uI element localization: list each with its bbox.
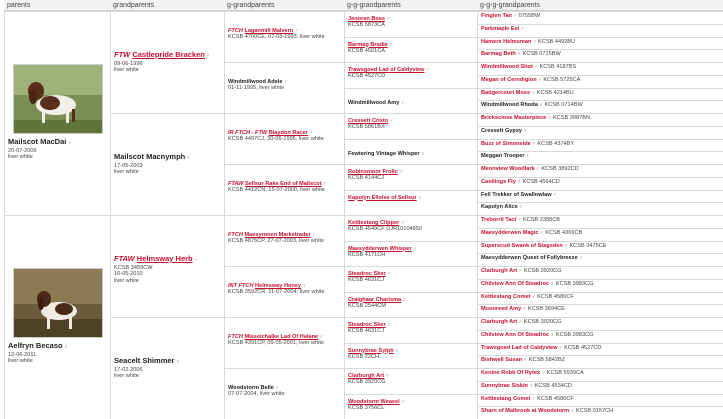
g5-name-link[interactable]: Parkmaple Eel [481,25,520,32]
gggp-cell [344,88,477,114]
ggp-title: INT FTCH [228,283,256,289]
g5-name-link[interactable]: Bricksclose Masterpiece [481,115,547,121]
parent-date: 12-06-2011 [8,352,37,358]
grandparent-date: 17-05-2003 [114,163,143,169]
ggp-cell [224,215,344,266]
ggp-name-link[interactable]: Woodstorm Belle [228,385,274,391]
gggp-name-line [348,151,474,157]
female-symbol-icon: ♀ [301,283,307,289]
male-symbol-icon: ♂ [399,220,405,226]
male-symbol-icon: ♂ [557,344,563,351]
male-symbol-icon: ♂ [562,242,568,249]
female-symbol-icon: ♀ [577,255,583,262]
parent-cell [4,11,110,215]
g5-registration: KCSB 3983CG [554,331,594,338]
g5-name-link[interactable]: Clarburgh Art [481,268,518,274]
ggp-name-link[interactable]: Maesyronen Marketrader [244,232,311,238]
ggp-cell [224,368,344,419]
gggp-registration: KCSB 4631CJ [348,328,385,335]
gggp-registration: KCSB 4501CA [348,47,386,54]
g5-name-link[interactable]: Cressett Gypsy [481,127,523,134]
gggp-registration: KCSB 22CH [348,353,380,360]
parent-name-link[interactable]: Aelfryn Becaso [8,341,63,350]
gggp-name-link[interactable]: Fewtering Vintage Whisper [348,150,420,157]
g5-registration: KCSB 4580CF [535,395,574,402]
g5-cell [477,279,723,292]
grandparent-reg: KCSB 3459CW [114,265,153,271]
g5-name-link[interactable]: Windmillwood Rhoda [481,102,538,109]
g5-registration: 0755BW [517,13,541,19]
grandparent-name-link[interactable]: Castlepride Bracken [132,50,205,59]
gggp-cell [344,394,477,419]
dog-photo-image [14,65,103,134]
gggp-name-link[interactable]: Craighaar Charisma [348,296,402,303]
g5-registration: KCSB 5842BZ [527,357,566,364]
header-parents: parents [4,0,110,11]
gggp-registration: KCSB 4144CJ [348,175,385,182]
g5-registration: KCSB 0714BW [542,102,583,109]
male-symbol-icon: ♂ [516,217,522,223]
ggp-name-link[interactable]: Blaydon Racer [268,130,308,136]
g5-cell [477,406,723,419]
g5-name-link[interactable]: Hamers Helmsman [481,38,532,45]
g5-cell [477,266,723,279]
g5-registration: KCSB 3475CE [567,242,607,249]
ggp-cell [224,164,344,215]
female-symbol-icon: ♀ [521,306,527,313]
female-symbol-icon: ♀ [517,204,523,211]
female-symbol-icon: ♀ [537,102,543,109]
g5-cell [477,11,723,24]
ggp-info: 01-11-1995, liver white [228,85,285,92]
ggp-name-link[interactable]: Misselchalke Lad Of Halane [244,334,319,340]
g5-registration: KCSB 5939CA [545,370,584,376]
gggp-cell [344,11,477,37]
ggp-info: KCSB 4412CN, 15-07-2000, liver white [228,187,326,194]
gggp-cell [344,113,477,139]
ggp-name-link[interactable]: Laganmill Malvern [244,28,294,34]
g5-name-link[interactable]: Meonview Woodlark [481,166,535,172]
male-symbol-icon: ♂ [424,67,430,73]
male-symbol-icon: ♂ [540,370,546,376]
g5-registration: KCSB 4564CD [520,178,560,185]
g5-cell [477,88,723,101]
ggp-title: IR FTCH - FTW [228,130,269,136]
gggp-cell [344,215,477,241]
male-symbol-icon: ♂ [293,28,299,34]
g5-cell [477,292,723,305]
gggp-registration: KCSB 3756CL [348,404,385,411]
g5-name-link[interactable]: Treborril Tact [481,217,517,223]
g5-name-link[interactable]: Maesydderwen Magic [481,229,539,236]
g5-cell [477,241,723,254]
female-symbol-icon: ♀ [393,347,399,354]
gggp-name-link[interactable]: Cressett Cristo [348,118,389,124]
gggp-name-link[interactable]: Kettlestang Clipper [348,220,400,226]
g5-registration: KCSB 4369CB [543,229,583,236]
female-symbol-icon: ♀ [524,153,530,160]
g5-name-link[interactable]: Meggan Trooper [481,153,525,160]
ggp-name-link[interactable]: Helmsway Honey [255,283,302,289]
ggp-cell [224,317,344,368]
parent-name-line [8,137,72,148]
male-symbol-icon: ♂ [546,115,552,121]
g5-name-link[interactable]: Megan of Cerndigion [481,76,537,83]
ggp-name-link[interactable]: Sellsur Rake End of Mailscot [244,181,322,187]
gggp-cell [344,266,477,292]
parent-info [8,341,68,365]
gggp-cell [344,190,477,216]
male-symbol-icon: ♂ [310,232,316,238]
grandparent-title: FTAW [114,254,137,263]
dog-photo-image [14,269,103,338]
g5-name-link[interactable]: Finglen Tan [481,13,512,19]
male-symbol-icon: ♂ [397,169,403,175]
gggp-registration: KCSB 4171CH [348,251,386,258]
female-symbol-icon: ♀ [321,181,327,187]
g5-cell [477,139,723,152]
g5-cell [477,304,723,317]
g5-registration: KCSB 3694CE [526,306,565,313]
g5-cell [477,62,723,75]
gggp-cell [344,164,477,190]
header-grandparents: grandparents [110,0,224,11]
g5-registration: KCSB 3920CG [522,268,562,274]
male-symbol-icon: ♂ [534,166,540,172]
g5-cell [477,355,723,368]
gggp-cell [344,139,477,165]
g5-cell [477,343,723,356]
g5-cell [477,330,723,343]
gggp-registration: KCSB 4549CF DJR10104850 [348,226,423,233]
gggp-name-link[interactable]: Clarburgh Art [348,373,385,379]
grandparent-color: liver white [114,373,139,380]
g5-name-link[interactable]: Kenine Robb Of Rytex [481,370,541,376]
male-symbol-icon: ♂ [388,118,394,124]
gggp-registration: KCSB 5861BX [348,124,385,131]
gggp-name-link[interactable]: Jenoren Boss [348,16,385,22]
gggp-cell [344,292,477,318]
g5-cell [477,177,723,190]
gggp-name-link[interactable]: Woodstorm Weasel [348,398,400,405]
ggp-info: KCSB 4875CP, 27-07-2003, liver white [228,238,324,245]
g5-name-link[interactable]: Trawsgoed Lad of Caldyview [481,344,558,351]
g5-cell [477,151,723,164]
g5-name-link[interactable]: Chilview Ann Of Steadroc [481,331,550,338]
female-symbol-icon: ♀ [273,385,280,391]
g5-cell [477,253,723,266]
grandparent-cell [110,215,224,317]
female-symbol-icon: ♀ [522,127,528,134]
gggp-registration: KCSB 3920CG [348,379,386,386]
female-symbol-icon: ♀ [399,398,405,405]
ggp-cell [224,11,344,62]
g5-name-link[interactable]: Kapolyn Alice [481,204,518,211]
ggp-title: FTCH [228,334,245,340]
g5-registration: KCSB 4374BY [535,140,575,147]
male-symbol-icon: ♂ [204,53,211,59]
gggp-name-link[interactable]: Windmillwood Amy [348,99,400,106]
male-symbol-icon: ♂ [384,373,390,379]
g5-cell [477,190,723,203]
g5-registration: KCSB 2388CB [521,217,561,223]
gggp-name-link[interactable]: Barmag Bradie [348,41,388,48]
male-symbol-icon: ♂ [307,130,314,136]
g5-name-link[interactable]: Windmillwood Shot [481,64,533,70]
g5-registration: KCSB 5725CA [541,76,581,83]
female-symbol-icon: ♀ [569,408,575,415]
female-symbol-icon: ♀ [527,382,534,389]
g5-name-link[interactable]: Superscud Swank of Stagsden [481,242,563,249]
grandparent-cell [110,317,224,419]
grandparent-name-line [114,152,221,163]
g5-name-link[interactable]: Kettlestang Comet [481,395,531,402]
g5-name-link[interactable]: Barmag Beth [481,51,516,58]
g5-name-link[interactable]: Sharn of Malbrook at Woodstorm [481,408,570,415]
female-symbol-icon: ♀ [515,51,521,58]
grandparent-name-line [114,356,221,367]
parent-name-line [8,341,68,352]
ggp-info: KCSB 3592CR, 11-07-2004, liver white [228,289,325,296]
grandparent-date: 16-05-2010 [114,271,143,278]
male-symbol-icon: ♂ [532,64,538,70]
male-symbol-icon: ♂ [530,89,536,96]
gggp-cell [344,62,477,88]
ggp-name-link[interactable]: Windmillwood Adele [228,79,283,85]
g5-name-link[interactable]: Buzz of Simonside [481,140,531,147]
gggp-registration: KCSB 2544CM [348,302,386,309]
grandparent-name-link[interactable]: Mailscot Macnymph [114,152,186,161]
gggp-registration: KCSB 5873CA [348,22,386,29]
gggp-name-line [348,195,474,201]
ggp-title: FTAW [228,181,245,187]
gggp-name-link[interactable]: Sunnybrae Sylph [348,347,394,354]
gggp-cell [344,241,477,267]
ggp-info: KCSB 4700CE, 07-03-1993, liver white [228,34,325,41]
male-symbol-icon: ♂ [385,322,391,328]
female-symbol-icon: ♀ [536,76,542,83]
gggp-name-link[interactable]: Steadroc Sker [348,322,386,328]
g5-name-link[interactable]: Clarburgh Art [481,319,518,325]
female-symbol-icon: ♀ [549,331,555,338]
gggp-registration: KCSB 4527CD [348,73,386,80]
grandparent-cell [110,113,224,215]
g5-registration: KCSB 3920CG [522,319,562,325]
male-symbol-icon: ♂ [511,13,518,19]
female-symbol-icon: ♀ [515,178,521,185]
grandparent-color: liver white [114,67,139,74]
g5-registration: KCSB 3892CD [539,166,579,172]
g5-cell [477,75,723,88]
gggp-name-link[interactable]: Steadroc Sker [348,271,386,277]
female-symbol-icon: ♀ [519,25,525,32]
g5-registration: KCSB 4580CF [535,293,574,300]
grandparent-date: 17-02-2006 [114,367,143,373]
g5-name-link[interactable]: Fell Trekker of Swallowlaw [481,191,552,198]
female-symbol-icon: ♀ [387,41,393,48]
g5-cell [477,368,723,381]
gggp-name-line [348,100,474,106]
male-symbol-icon: ♂ [551,191,557,198]
g5-cell [477,228,723,241]
grandparent-color: liver white [114,277,139,284]
male-symbol-icon: ♂ [517,319,523,325]
gggp-cell [344,317,477,343]
female-symbol-icon: ♀ [174,359,180,365]
female-symbol-icon: ♀ [282,79,288,85]
male-symbol-icon: ♂ [530,293,536,300]
grandparent-date: 09-06-1996 [114,61,143,67]
g5-registration: KCSB 0157CH [574,408,614,415]
g5-cell [477,164,723,177]
g5-registration: KCSB 0715BW [520,51,561,58]
grandparent-color: liver white [114,169,139,176]
g5-name-link[interactable]: Maesydderwen Quest of Follybreeze [481,255,578,262]
parent-color: liver white [8,154,33,161]
parent-info [8,137,72,161]
gggp-cell [344,368,477,394]
g5-cell [477,381,723,394]
g5-cell [477,113,723,126]
gggp-cell [344,343,477,369]
parent-photo-springer [13,64,103,134]
g5-cell [477,317,723,330]
parent-photo-springer [13,268,103,338]
male-symbol-icon: ♂ [192,257,198,263]
female-symbol-icon: ♀ [416,194,422,201]
g5-cell [477,100,723,113]
grandparent-cell [110,11,224,113]
female-symbol-icon: ♀ [401,296,407,303]
male-symbol-icon: ♂ [517,268,523,274]
grandparent-name-line [114,254,221,265]
gggp-name-link[interactable]: Kapolyn Elloise of Sellsur [348,194,417,201]
gggp-registration: KCSB 4631CJ [348,277,385,284]
parent-color: liver white [8,358,33,365]
female-symbol-icon: ♀ [538,229,544,236]
ggp-info: KCSB 4391CP, 09-05-2001, liver white [228,340,324,347]
g5-name-link[interactable]: Sunnybrae Siskin [481,382,528,389]
g5-registration: KCSB 4527CD [562,344,602,351]
g5-registration: KCSB 3983CG [554,280,594,287]
female-symbol-icon: ♀ [185,155,191,161]
ggp-cell [224,266,344,317]
grandparent-name-line [114,50,221,61]
g5-name-link[interactable]: Badgercourt Moss [481,89,531,96]
male-symbol-icon: ♂ [531,38,537,45]
female-symbol-icon: ♀ [549,280,555,287]
parent-date: 20-07-2006 [8,148,37,154]
ggp-cell [224,62,344,113]
parent-cell [4,215,110,419]
female-symbol-icon: ♀ [419,150,425,157]
male-symbol-icon: ♂ [530,395,536,402]
g5-cell [477,37,723,50]
g5-registration: KCSB 4492BU [536,38,576,45]
header-g-g-g-grandparents: g-g-g-grandparents [477,0,723,11]
g5-name-link[interactable]: Kettlestang Comet [481,293,531,300]
pedigree-table [4,0,723,419]
female-symbol-icon: ♀ [411,245,417,252]
header-g-g-grandparents: g-g-grandparents [344,0,477,11]
ggp-info: 07-07-2004, liver white [228,391,285,398]
ggp-title: FTCH [228,28,245,34]
g5-cell [477,215,723,228]
g5-registration: KCSB 4534CD [533,382,572,389]
gggp-name-link[interactable]: Trawsgoed Lad of Caldyview [348,67,425,73]
ggp-info: KCSB 4497CJ, 30-06-1995, liver white [228,136,324,143]
male-symbol-icon: ♂ [318,334,324,340]
grandparent-name-link[interactable]: Helmsway Herb [136,254,193,263]
g5-cell [477,49,723,62]
g5-cell [477,394,723,407]
ggp-title: FTCH [228,232,245,238]
g5-registration: KCSB 4214BU [535,89,574,96]
male-symbol-icon: ♂ [385,271,391,277]
header-g-grandparents: g-grandparents [224,0,344,11]
gggp-cell [344,37,477,63]
gggp-name-link[interactable]: Robinsmoor Frolic [348,169,398,175]
g5-cell [477,126,723,139]
g5-name-link[interactable]: Chilview Ann Of Steadroc [481,280,550,287]
parent-name-link[interactable]: Mailscot MacDai [8,137,67,146]
grandparent-name-link[interactable]: Seacelt Shimmer [114,356,175,365]
ggp-cell [224,113,344,164]
g5-name-link[interactable]: Castlings Fly [481,178,516,185]
g5-cell [477,24,723,37]
female-symbol-icon: ♀ [522,357,528,364]
g5-registration: KCSB 4187BS [537,64,577,70]
g5-name-link[interactable]: Bishwell Susan [481,357,523,364]
male-symbol-icon: ♂ [66,140,72,146]
gggp-name-link[interactable]: Maesydderwen Whisper [348,245,412,252]
g5-cell [477,202,723,215]
female-symbol-icon: ♀ [399,99,405,106]
female-symbol-icon: ♀ [62,344,68,350]
grandparent-title: FTW [114,50,133,59]
male-symbol-icon: ♂ [385,16,391,22]
male-symbol-icon: ♂ [530,140,536,147]
g5-registration: KCSB 3087BN [551,115,591,121]
g5-name-link[interactable]: Moonreed Amy [481,306,522,313]
